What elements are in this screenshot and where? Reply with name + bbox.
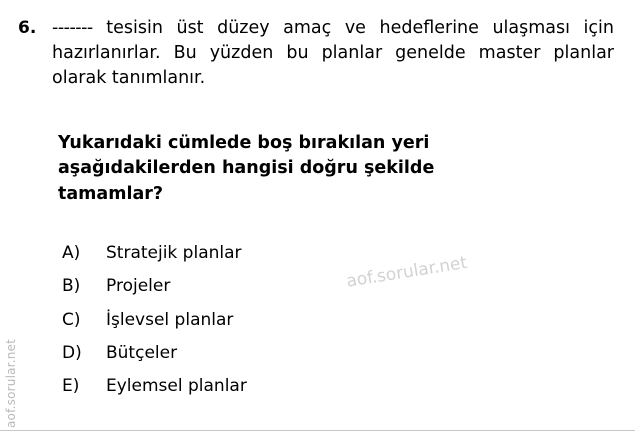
question-blank: ------- <box>52 18 93 38</box>
question-row <box>18 16 618 92</box>
question-prompt <box>58 131 610 207</box>
bottom-divider <box>0 430 635 431</box>
option-d-label: Bütçeler <box>106 342 178 363</box>
option-c-letter: C) <box>62 309 81 330</box>
prompt-line-2: aşağıdakilerden hangisi doğru şekilde <box>58 158 435 179</box>
options-list <box>62 243 482 409</box>
option-c[interactable] <box>62 310 482 331</box>
question-number: 6. <box>18 18 37 38</box>
prompt-line-1: Yukarıdaki cümlede boş bırakılan yeri <box>58 133 430 153</box>
question-body: tesisin üst düzey amaç ve hedeflerine ulaşması için hazırlanırlar. Bu yüzden bu planlar genelde master planlar olarak tanımlanır. <box>52 18 614 89</box>
prompt-line-3: tamamlar? <box>58 183 164 204</box>
option-e-letter: E) <box>62 376 80 396</box>
diagonal-watermark: aof.sorular.net <box>345 252 469 292</box>
option-d[interactable] <box>62 343 482 364</box>
option-c-label: İşlevsel planlar <box>106 309 234 330</box>
option-e-label: Eylemsel planlar <box>106 376 247 396</box>
option-b[interactable] <box>62 276 482 297</box>
option-e[interactable] <box>62 376 482 397</box>
question-text <box>52 16 618 92</box>
option-b-letter: B) <box>62 276 81 297</box>
option-a[interactable] <box>62 243 482 264</box>
side-watermark: aof.sorular.net <box>4 338 18 428</box>
option-b-label: Projeler <box>106 276 171 297</box>
option-a-label: Stratejik planlar <box>106 243 242 263</box>
question-block <box>18 16 618 92</box>
option-a-letter: A) <box>62 243 81 263</box>
option-d-letter: D) <box>62 342 82 363</box>
